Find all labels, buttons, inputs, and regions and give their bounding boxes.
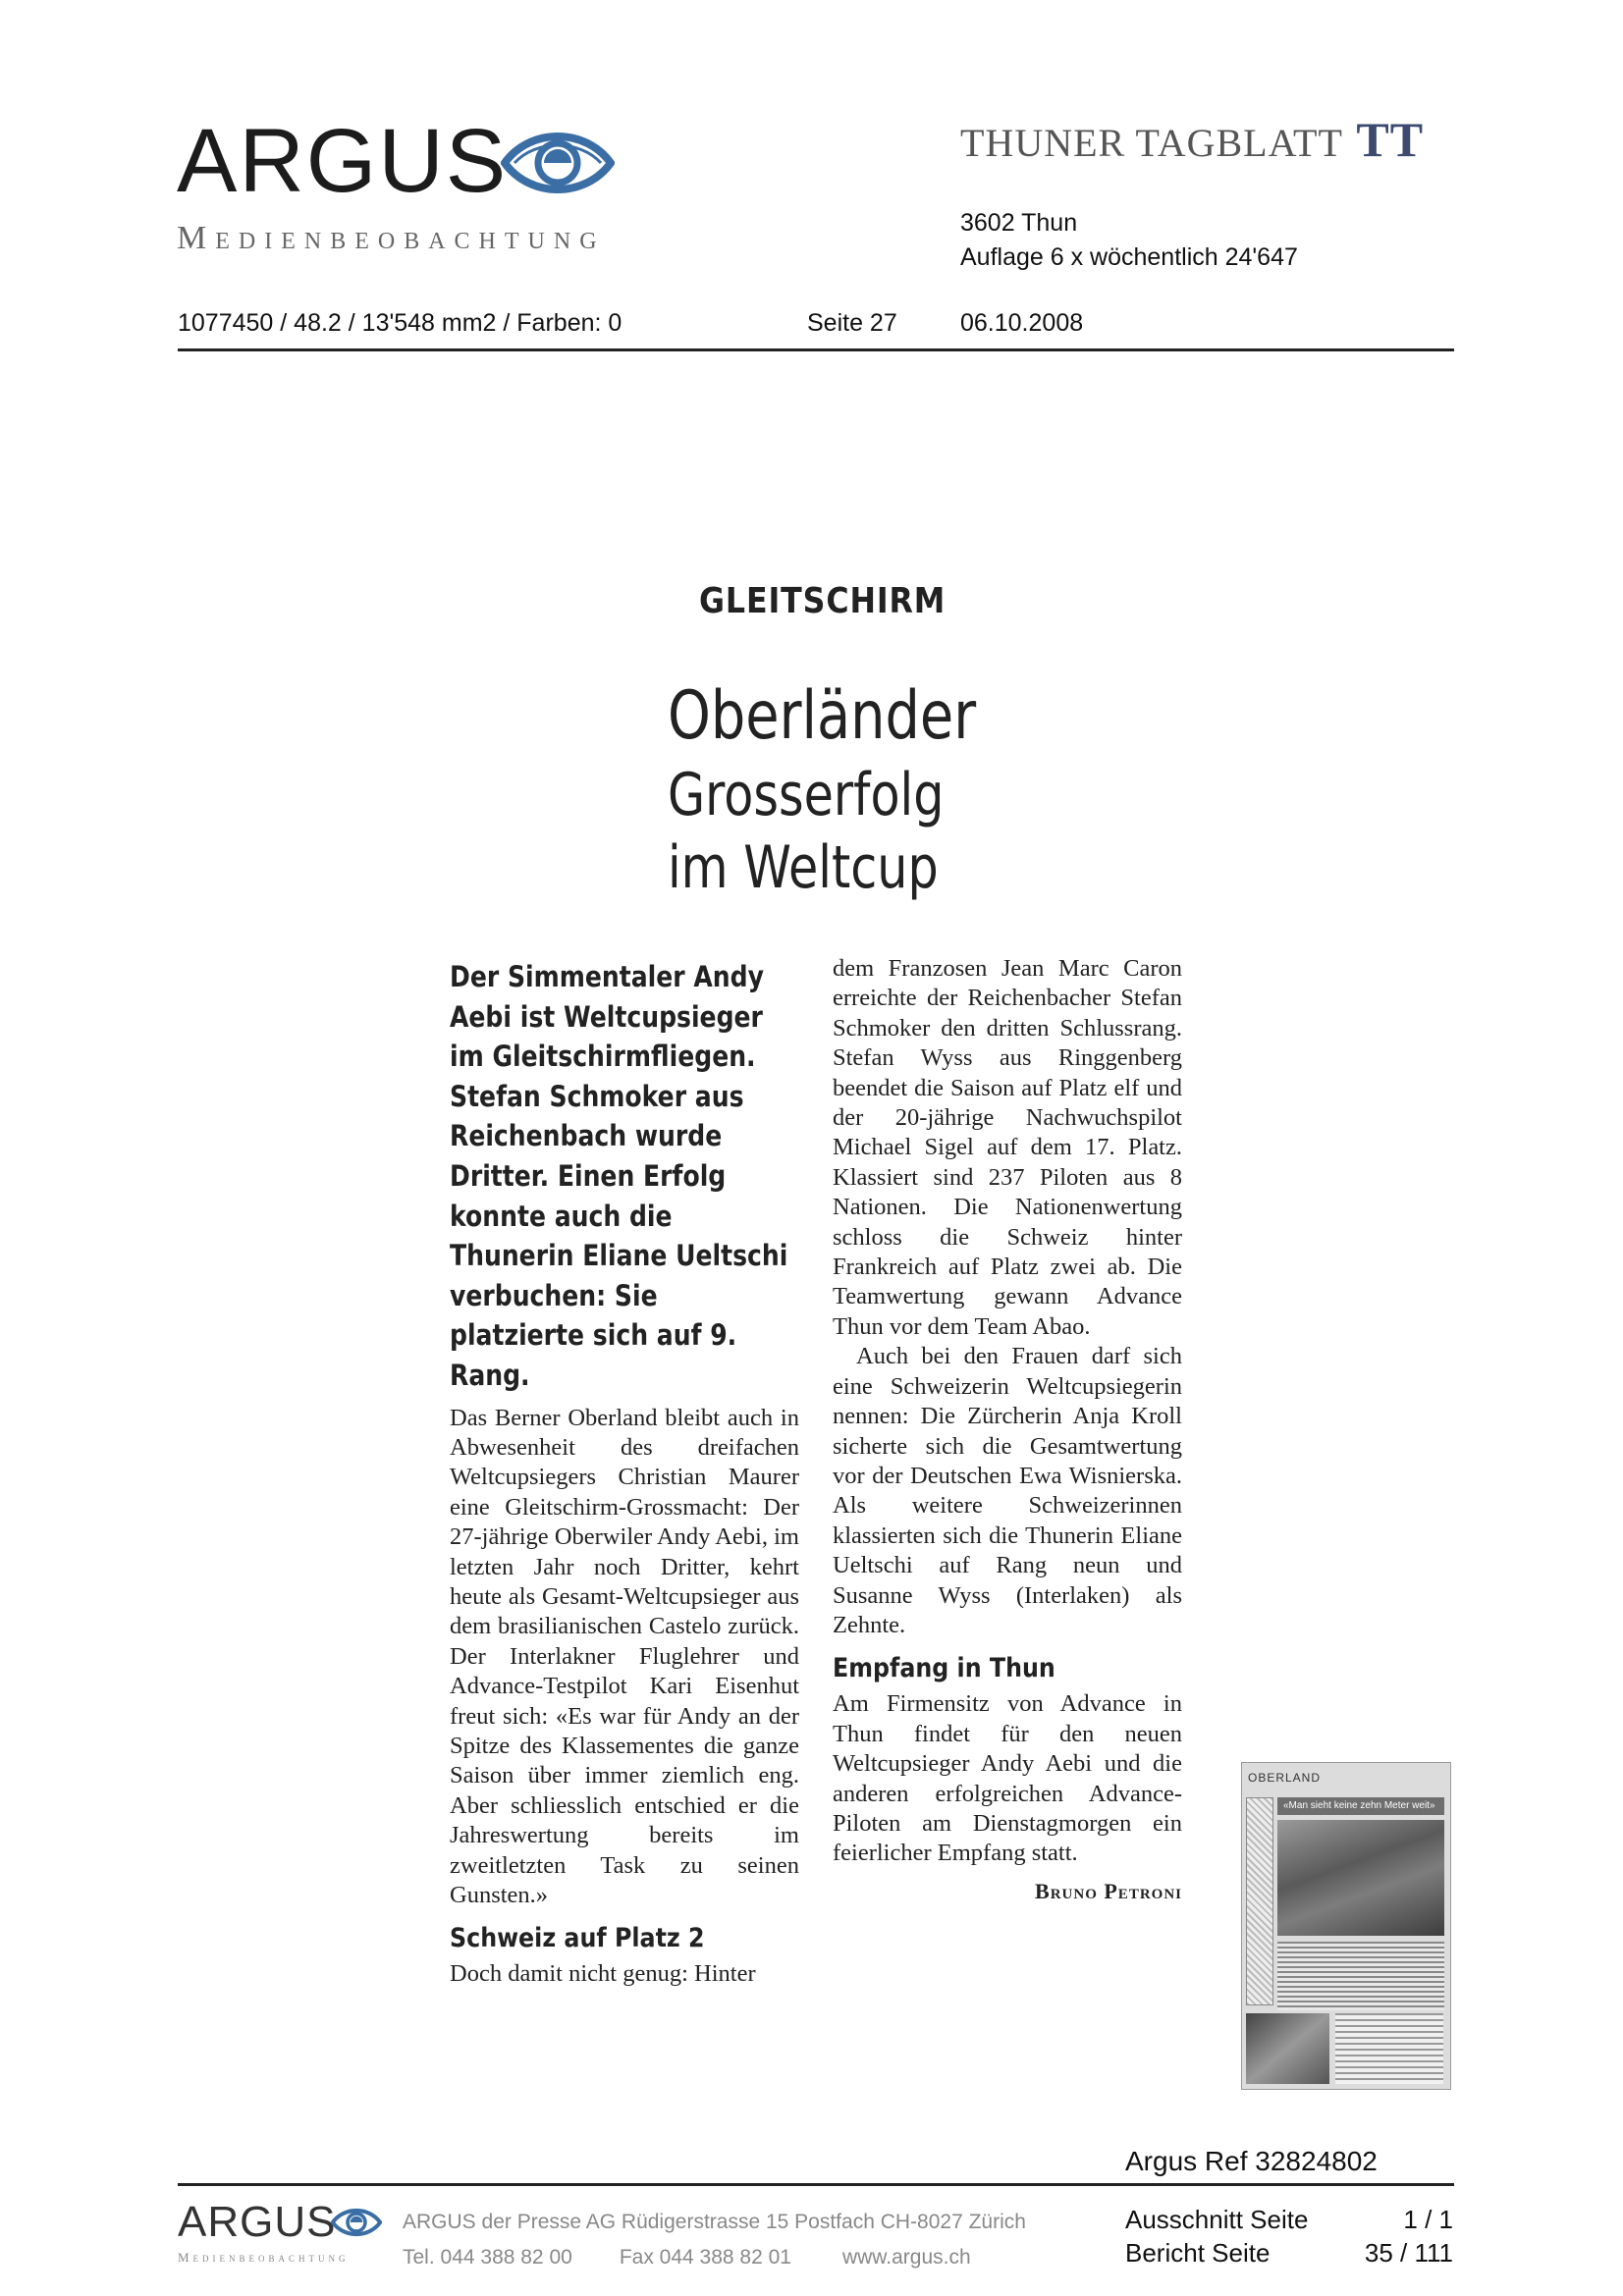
article-paragraph-1: Das Berner Oberland bleibt auch in Abwesenheit des dreifachen Weltcupsiegers Christian Maurer eine Gleitschirm-Grossmacht: Der 27-jährige Oberwiler Andy Aebi, im letzten Jahr noch Dritter, kehrt heute als Gesamt-Weltcupsieger aus dem brasilianischen Castelo zurück. Der Interlakner Fluglehrer und Advance-Testpilot Kari Eisenhut freut sich: «Es war für Andy an der Spitze des Klassementes die ganze Saison über immer ziemlich eng. Aber schliesslich entschied er die Jahreswertung bereits im zweitletzten Task zu seinen Gunsten.» <box>450 1404 799 1909</box>
newspaper-city: 3602 Thun <box>960 209 1078 237</box>
header-divider <box>178 348 1454 351</box>
footer-divider <box>178 2183 1454 2186</box>
newspaper-logo-text: THUNER TAGBLATT <box>960 121 1343 165</box>
footer-phone: Tel. 044 388 82 00 <box>403 2246 572 2269</box>
article-paragraph-3: Auch bei den Frauen darf sich eine Schweizerin Weltcupsiegerin nennen: Die Zürcherin Anja Kroll sicherte sich die Gesamtwertung vor der Deutschen Ewa Wisnierska. Als weitere Schweizerinnen klassierten sich die Thunerin Eliane Ueltschi auf Rang neun und Susanne Wyss (Interlaken) als Zehnte. <box>833 1343 1182 1638</box>
footer-website-link[interactable]: www.argus.ch <box>841 2246 971 2269</box>
argus-logo-subtitle: Medienbeobachtung <box>177 220 606 256</box>
article-paragraph-4: Am Firmensitz von Advance in Thun findet für den neuen Weltcupsieger Andy Aebi und die anderen erfolgreichen Advance-Piloten am Dienstagmorgen ein feierlicher Empfang statt. <box>833 1690 1182 1867</box>
article-column-left <box>450 957 799 1990</box>
newspaper-page: Seite 27 <box>807 309 897 337</box>
newspaper-logo <box>960 110 1425 169</box>
footer-fax: Fax 044 388 82 01 <box>619 2246 791 2269</box>
article-lead: Der Simmentaler Andy Aebi ist Weltcupsieger im Gleitschirmfliegen. Stefan Schmoker aus Reichenbach wurde Dritter. Einen Erfolg konnte auch die Thunerin Eliane Ueltschi verbuchen: Sie platzierte sich auf 9. Rang. <box>450 960 788 1392</box>
footer-logo-word: ARGUS <box>178 2198 337 2246</box>
footer-company-address: ARGUS der Presse AG Rüdigerstrasse 15 Postfach CH-8027 Zürich <box>403 2211 1026 2233</box>
article-subhead-1: Schweiz auf Platz 2 <box>450 1923 705 1954</box>
article-subhead-2: Empfang in Thun <box>833 1653 1055 1684</box>
newspaper-logo-mark: TT <box>1356 112 1425 167</box>
article-headline-line-3: im Weltcup <box>668 833 939 902</box>
argus-reference: Argus Ref 32824802 <box>1125 2146 1378 2176</box>
argus-logo-word: ARGUS <box>177 111 509 211</box>
thumbnail-photo <box>1277 1820 1444 1936</box>
article-author: Bruno Petroni <box>1035 1878 1182 1903</box>
thumbnail-section: OBERLAND <box>1248 1771 1322 1785</box>
thumbnail-text-block-small <box>1335 2013 1443 2084</box>
newspaper-circulation: Auflage 6 x wöchentlich 24'647 <box>960 243 1298 271</box>
clip-page-label: Ausschnitt Seite <box>1125 2205 1309 2234</box>
footer-eye-icon <box>331 2205 382 2240</box>
article-kicker: GLEITSCHIRM <box>699 581 947 621</box>
footer-logo-subtitle: Medienbeobachtung <box>178 2250 350 2265</box>
clip-metadata: 1077450 / 48.2 / 13'548 mm2 / Farben: 0 <box>178 309 622 337</box>
article-headline-line-2: Grosserfolg <box>668 761 945 829</box>
article-column-right <box>833 954 1182 1904</box>
article-paragraph-2-start: Doch damit nicht genug: Hinter <box>450 1960 756 1988</box>
report-page-label: Bericht Seite <box>1125 2238 1271 2268</box>
report-page-value: 35 / 111 <box>1364 2238 1453 2268</box>
thumbnail-ad-block <box>1246 1797 1273 2005</box>
argus-logo <box>177 111 638 263</box>
article-headline-line-1: Oberländer <box>668 677 977 755</box>
footer-contact <box>403 2246 971 2269</box>
publication-date: 06.10.2008 <box>960 309 1084 337</box>
footer-argus-logo <box>178 2198 374 2265</box>
page-thumbnail <box>1241 1762 1451 2090</box>
thumbnail-caption: «Man sieht keine zehn Meter weit» <box>1277 1797 1444 1815</box>
thumbnail-text-block <box>1277 1942 1444 2010</box>
thumbnail-photo-small <box>1246 2013 1329 2084</box>
article-paragraph-2-cont: dem Franzosen Jean Marc Caron erreichte der Reichenbacher Stefan Schmoker den dritten Schlussrang. Stefan Wyss aus Ringgenberg beendet die Saison auf Platz elf und der 20-jährige Nachwuchspilot Michael Sigel auf dem 17. Platz. Klassiert sind 237 Piloten aus 8 Nationen. Die Nationenwertung schloss die Schweiz hinter Frankreich auf Platz zwei ab. Die Teamwertung gewann Advance Thun vor dem Team Abao. <box>833 955 1182 1340</box>
argus-eye-icon <box>501 124 615 202</box>
clip-page-value: 1 / 1 <box>1403 2205 1453 2234</box>
